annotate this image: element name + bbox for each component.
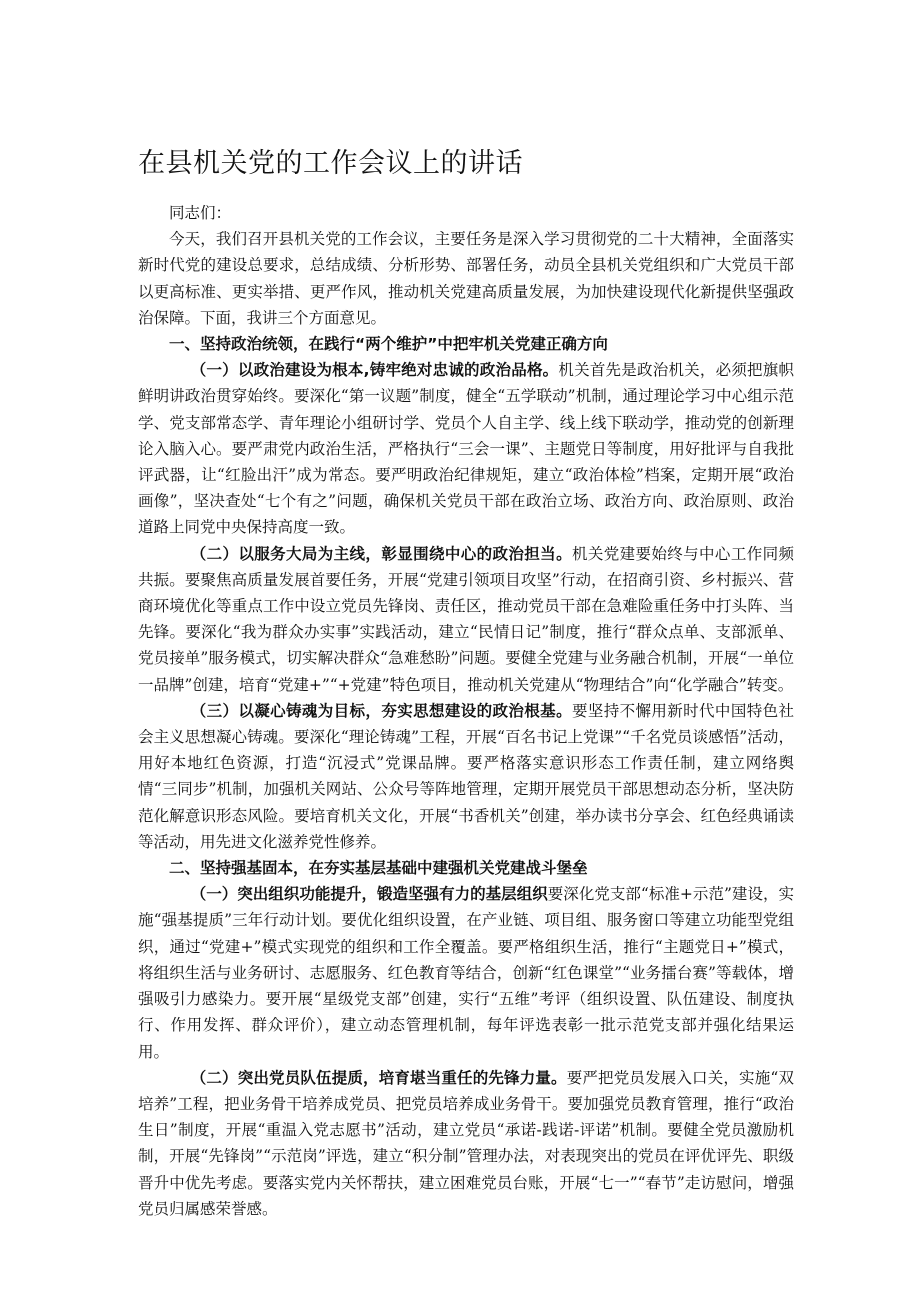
section-1-paragraph-2 — [138, 541, 794, 698]
section-2-paragraph-1-lead: （一）突出组织功能提升，锻造坚强有力的基层组织 — [190, 885, 548, 904]
section-1-paragraph-1 — [138, 357, 794, 540]
section-1-paragraph-1-lead: （一）以政治建设为根本,铸牢绝对忠诚的政治品格。 — [190, 361, 559, 380]
section-1-paragraph-2-text: 机关党建要始终与中心工作同频共振。要聚焦高质量发展首要任务，开展“党建引领项目攻坚”行动，在招商引资、乡村振兴、营商环境优化等重点工作中设立党员先锋岗、责任区，推动党员干部在急难险重任务中打头阵、当先锋。要深化“我为群众办实事”实践活动，建立“民情日记”制度，推行“群众点单、支部派单、党员接单”服务模式，切实解决群众“急难愁盼”问题。要健全党建与业务融合机制，开展“一单位一品牌”创建，培育“党建+”“+党建”特色项目，推动机关党建从“物理结合”向“化学融合”转变。 — [138, 544, 794, 694]
section-1-paragraph-3-text: 要坚持不懈用新时代中国特色社会主义思想凝心铸魂。要深化“理论铸魂”工程，开展“百名书记上党课”“千名党员谈感悟”活动，用好本地红色资源，打造“沉浸式”党课品牌。要严格落实意识形态工作责任制，建立网络舆情“三同步”机制，加强机关网站、公众号等阵地管理，定期开展党员干部思想动态分析，坚决防范化解意识形态风险。要培育机关文化，开展“书香机关”创建，举办读书分享会、红色经典诵读等活动，用先进文化滋养党性修养。 — [138, 701, 794, 851]
section-2-paragraph-2-lead: （二）突出党员队伍提质，培育堪当重任的先锋力量。 — [190, 1068, 567, 1087]
document-body — [138, 200, 794, 1222]
section-1-paragraph-2-lead: （二）以服务大局为主线，彰显围绕中心的政治担当。 — [190, 544, 572, 563]
greeting: 同志们： — [169, 204, 232, 222]
section-2-paragraph-1-text: 要深化党支部“标准+示范”建设，实施“强基提质”三年行动计划。要优化组织设置，在产业链、项目组、服务窗口等建立功能型党组织，通过“党建+”模式实现党的组织和工作全覆盖。要严格组织生活，推行“主题党日+”模式，将组织生活与业务研讨、志愿服务、红色教育等结合，创新“红色课堂”“业务擂台赛”等载体，增强吸引力感染力。要开展“星级党支部”创建，实行“五维”考评（组织设置、队伍建设、制度执行、作用发挥、群众评价），建立动态管理机制，每年评选表彰一批示范党支部并强化结果运用。 — [138, 885, 794, 1061]
intro-paragraph: 今天，我们召开县机关党的工作会议，主要任务是深入学习贯彻党的二十大精神，全面落实新时代党的建设总要求，总结成绩、分析形势、部署任务，动员全县机关党组织和广大党员干部以更高标准、更实举措、更严作风，推动机关党建高质量发展，为加快建设现代化新提供坚强政治保障。下面，我讲三个方面意见。 — [138, 230, 794, 327]
section-2-heading: 二、坚持强基固本，在夯实基层基础中建强机关党建战斗堡垒 — [169, 859, 588, 878]
section-1-paragraph-1-text: 机关首先是政治机关，必须把旗帜鲜明讲政治贯穿始终。要深化“第一议题”制度，健全“五学联动”机制，通过理论学习中心组示范学、党支部常态学、青年理论小组研讨学、党员个人自主学、线上线下联动学，推动党的创新理论入脑入心。要严肃党内政治生活，严格执行“三会一课”、主题党日等制度，用好批评与自我批评武器，让“红脸出汗”成为常态。要严明政治纪律规矩，建立“政治体检”档案，定期开展“政治画像”，坚决查处“七个有之”问题，确保机关党员干部在政治立场、政治方向、政治原则、政治道路上同党中央保持高度一致。 — [138, 361, 794, 537]
section-1-paragraph-3-lead: （三）以凝心铸魂为目标，夯实思想建设的政治根基。 — [190, 701, 572, 720]
section-2-paragraph-1 — [138, 881, 794, 1064]
section-1-paragraph-3 — [138, 698, 794, 855]
document-title: 在县机关党的工作会议上的讲话 — [138, 148, 523, 179]
section-2-paragraph-2 — [138, 1065, 794, 1222]
section-1-heading: 一、坚持政治统领，在践行“两个维护”中把牢机关党建正确方向 — [169, 335, 608, 354]
section-2-paragraph-2-text: 要严把党员发展入口关，实施“双培养”工程，把业务骨干培养成党员、把党员培养成业务骨干。要加强党员教育管理，推行“政治生日”制度，开展“重温入党志愿书”活动，建立党员“承诺-践诺-评诺”机制。要健全党员激励机制，开展“先锋岗”“示范岗”评选，建立“积分制”管理办法，对表现突出的党员在评优评先、职级晋升中优先考虑。要落实党内关怀帮扶，建立困难党员台账，开展“七一”“春节”走访慰问，增强党员归属感荣誉感。 — [138, 1068, 794, 1218]
